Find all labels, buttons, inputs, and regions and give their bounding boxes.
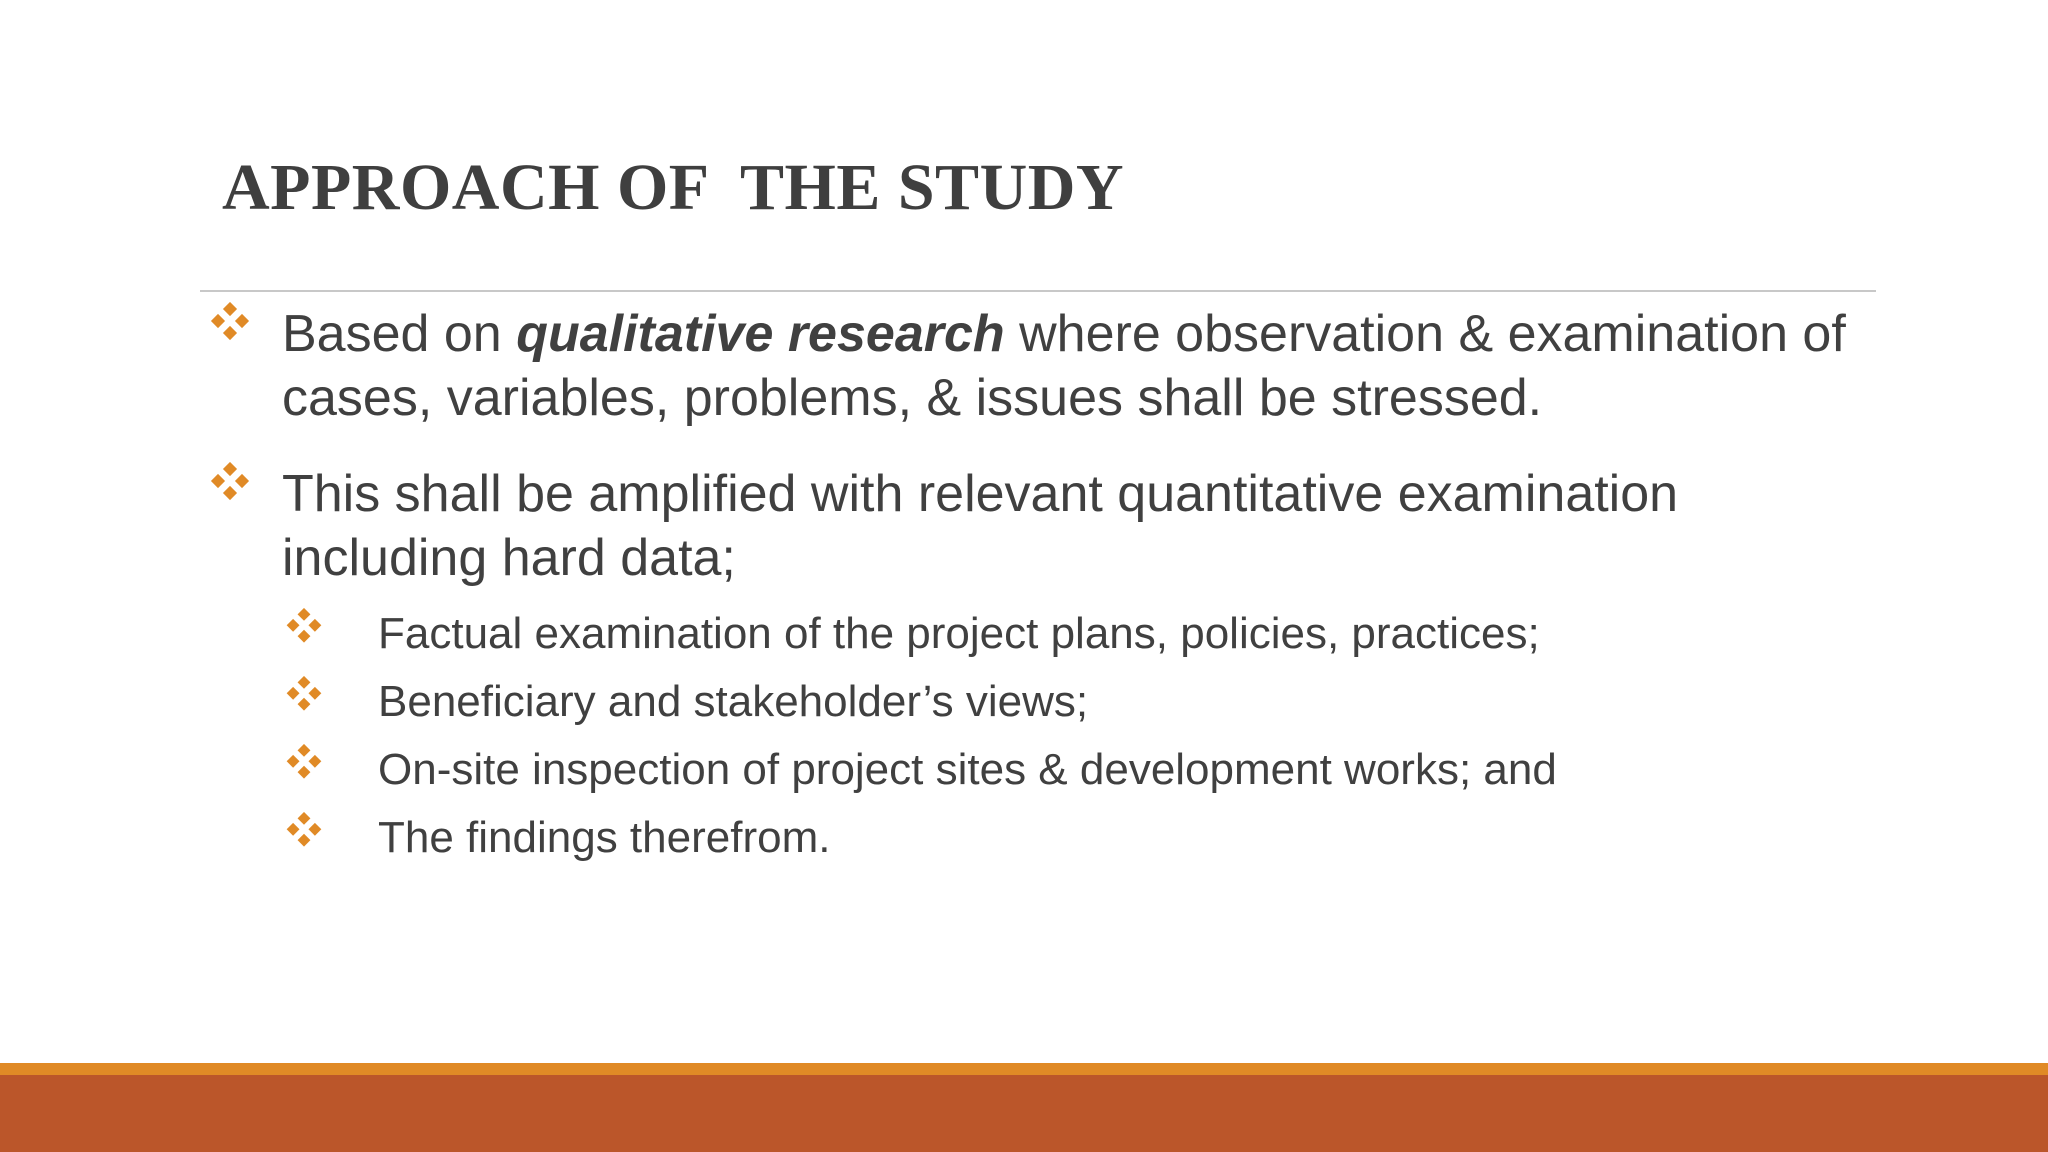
sub-bullet-item <box>200 600 1880 668</box>
bullet-item <box>200 302 1880 430</box>
four-diamond-bullet-icon <box>284 676 324 716</box>
four-diamond-bullet-icon <box>208 462 252 506</box>
sub-bullet-list <box>200 600 1880 872</box>
bullet-text: This shall be amplified with relevant quantitative examination including hard data; <box>282 465 1679 587</box>
sub-bullet-item <box>200 804 1880 872</box>
sub-bullet-item <box>200 668 1880 736</box>
four-diamond-bullet-icon <box>284 744 324 784</box>
bullet-emphasis: qualitative research <box>516 305 1005 363</box>
bullet-item <box>200 462 1880 590</box>
four-diamond-bullet-icon <box>284 608 324 648</box>
footer-band <box>0 1075 2048 1152</box>
sub-bullet-text: On-site inspection of project sites & development works; and <box>378 745 1557 794</box>
footer-accent-stripe <box>0 1063 2048 1075</box>
sub-bullet-item <box>200 736 1880 804</box>
bullet-text-end: where observation & examination of cases, variables, problems, & issues shall be stressed. <box>282 305 1846 427</box>
slide-body <box>200 302 1880 872</box>
four-diamond-bullet-icon <box>208 302 252 346</box>
four-diamond-bullet-icon <box>284 812 324 852</box>
title-divider <box>200 290 1876 292</box>
sub-bullet-text: The findings therefrom. <box>378 813 831 862</box>
bullet-text-start: Based on <box>282 305 517 363</box>
sub-bullet-text: Factual examination of the project plans, policies, practices; <box>378 609 1540 658</box>
slide-title: APPROACH OF THE STUDY <box>222 151 1125 224</box>
sub-bullet-text: Beneficiary and stakeholder’s views; <box>378 677 1089 726</box>
